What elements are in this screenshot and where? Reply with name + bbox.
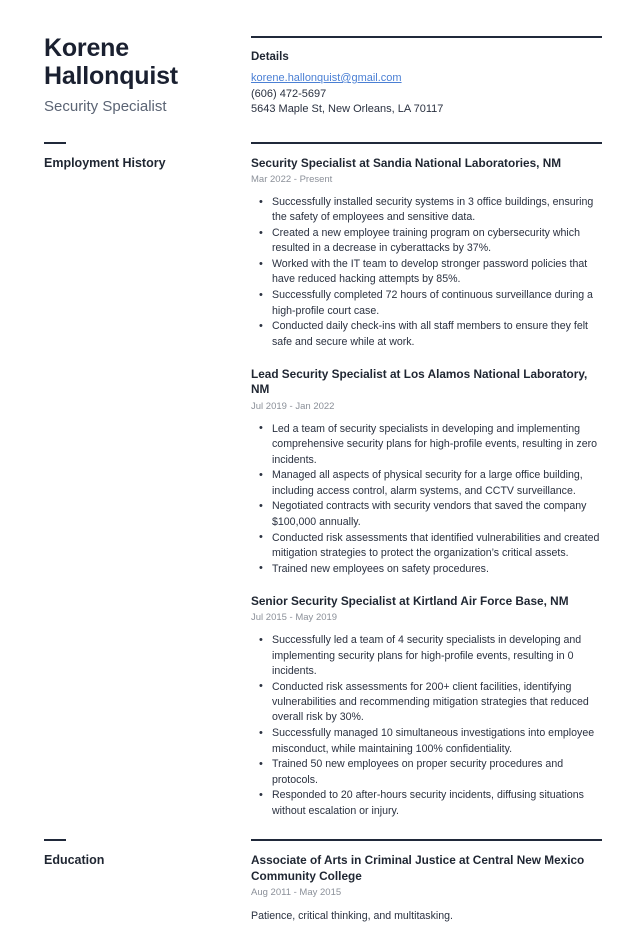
section-label-rule — [44, 839, 66, 841]
list-item: • Trained 50 new employees on proper security procedures and protocols. — [251, 757, 602, 788]
entry-date: Aug 2011 - May 2015 — [251, 887, 342, 898]
details-section — [251, 34, 602, 118]
list-item: • Created a new employee training program on cybersecurity which resulted in a decrease in cyberattacks by 37%. — [251, 226, 602, 257]
education-section — [0, 839, 640, 925]
employment-entry — [251, 367, 602, 577]
education-label-column — [44, 839, 251, 869]
address-text: 5643 Maple St, New Orleans, LA 70117 — [251, 103, 444, 115]
page-title: Korene Hallonquist — [44, 34, 178, 90]
email-link[interactable]: korene.hallonquist@gmail.com — [251, 72, 402, 84]
employment-history-section — [0, 142, 640, 820]
entry-title: Lead Security Specialist at Los Alamos National Laboratory, NM — [251, 366, 588, 397]
section-divider — [251, 839, 602, 841]
entry-title: Associate of Arts in Criminal Justice at Central New Mexico Community College — [251, 853, 585, 883]
education-entry — [251, 853, 602, 925]
entry-bullet-list — [251, 195, 602, 350]
section-label-education: Education — [44, 853, 105, 867]
entry-date: Jul 2015 - May 2019 — [251, 612, 338, 624]
education-entries-column — [251, 839, 602, 925]
entry-description: Patience, critical thinking, and multitasking. — [251, 910, 453, 922]
list-item: • Conducted risk assessments for 200+ client facilities, identifying vulnerabilities and recommending mitigation strategies that reduced overall risk by 30%. — [251, 680, 602, 726]
resume-page — [0, 34, 640, 939]
entry-bullet-list — [251, 422, 602, 577]
phone-text: (606) 472-5697 — [251, 87, 327, 100]
details-heading: Details — [251, 51, 289, 63]
list-item: • Trained new employees on safety procedures. — [251, 562, 602, 577]
list-item: • Worked with the IT team to develop stronger password policies that have reduced hacking attempts by 85%. — [251, 257, 602, 288]
employment-entry — [251, 156, 602, 350]
list-item: • Led a team of security specialists in developing and implementing comprehensive security plans for high-profile events, resulting in zero incidents. — [251, 422, 602, 468]
list-item: • Successfully managed 10 simultaneous investigations into employee misconduct, while maintaining 100% confidentiality. — [251, 726, 602, 757]
list-item: • Conducted daily check-ins with all staff members to ensure they felt safe and secure while at work. — [251, 319, 602, 350]
list-item: • Conducted risk assessments that identified vulnerabilities and created mitigation strategies to protect the organization’s critical assets. — [251, 531, 602, 562]
entry-title: Security Specialist at Sandia National Laboratories, NM — [251, 155, 562, 170]
section-label-employment: Employment History — [44, 155, 166, 170]
entry-title: Senior Security Specialist at Kirtland Air Force Base, NM — [251, 593, 569, 608]
section-divider — [251, 142, 602, 144]
section-divider — [251, 36, 602, 38]
list-item: • Managed all aspects of physical security for a large office building, including access control, alarm systems, and CCTV surveillance. — [251, 468, 602, 499]
header-section — [0, 34, 640, 118]
details-rule-wrapper — [251, 34, 602, 38]
employment-entry — [251, 594, 602, 819]
section-label-rule — [44, 142, 66, 144]
list-item: • Negotiated contracts with security vendors that saved the company $100,000 annually. — [251, 499, 602, 530]
list-item: • Responded to 20 after-hours security incidents, diffusing situations without escalation or injury. — [251, 788, 602, 819]
job-title: Security Specialist — [44, 98, 167, 115]
header-identity — [44, 34, 251, 117]
list-item: • Successfully led a team of 4 security specialists in developing and implementing security plans for high-profile events, resulting in 0 incidents. — [251, 633, 602, 679]
entry-date: Jul 2019 - Jan 2022 — [251, 400, 335, 412]
entry-date: Mar 2022 - Present — [251, 174, 333, 185]
list-item: • Successfully completed 72 hours of continuous surveillance during a high-profile court case. — [251, 288, 602, 319]
employment-label-column — [44, 142, 251, 172]
entry-bullet-list — [251, 633, 602, 819]
list-item: • Successfully installed security systems in 3 office buildings, ensuring the safety of employees and sensitive data. — [251, 195, 602, 226]
employment-entries-column — [251, 142, 602, 820]
